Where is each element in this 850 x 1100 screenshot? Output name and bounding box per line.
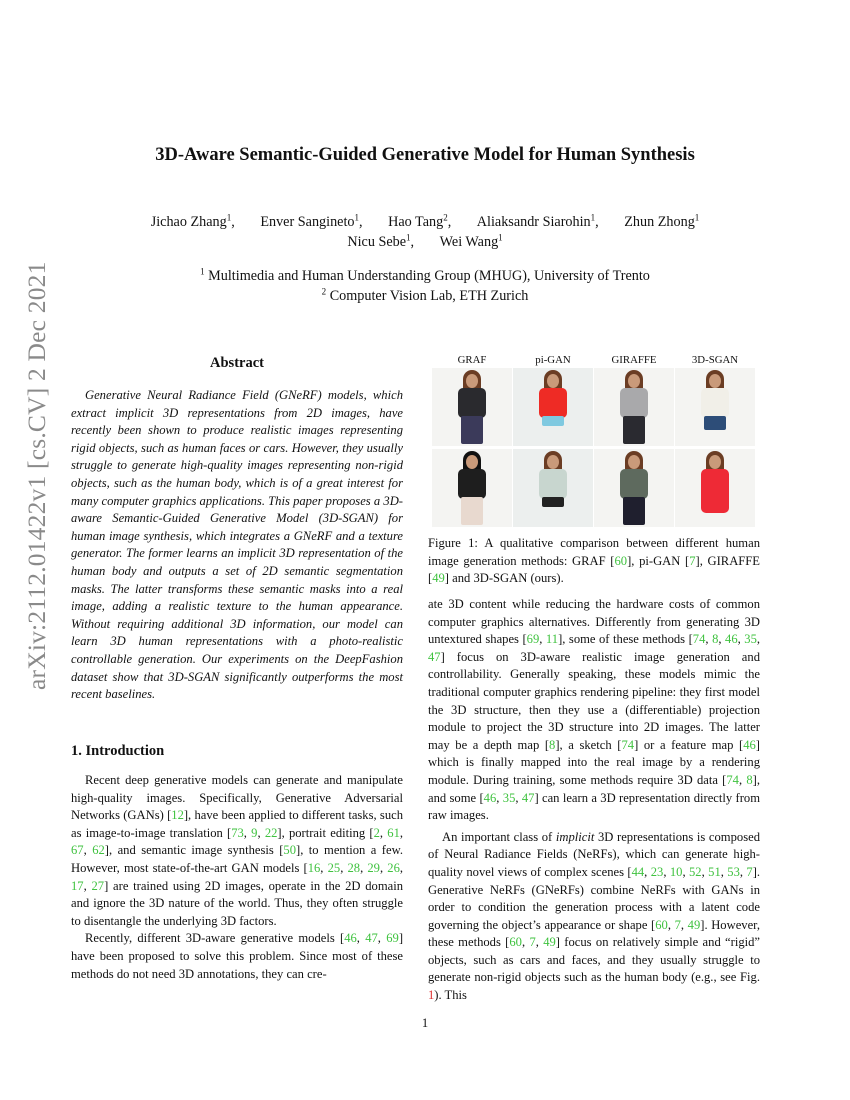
abstract-heading: Abstract bbox=[210, 355, 264, 371]
author: Nicu Sebe$^1$, bbox=[347, 232, 415, 250]
author: Zhun Zhong$^1$ bbox=[624, 212, 700, 230]
author: Aliaksandr Siarohin$^1$, bbox=[476, 212, 599, 230]
citation-link[interactable]: 49 bbox=[543, 935, 556, 950]
author: Wei Wang$^1$ bbox=[439, 232, 503, 250]
citation-link[interactable]: 46 bbox=[483, 790, 497, 805]
citation-link[interactable]: 25 bbox=[327, 860, 341, 875]
image-graf-1 bbox=[432, 368, 512, 446]
author: Enver Sangineto$^1$, bbox=[260, 212, 363, 230]
image-graf-2 bbox=[432, 449, 512, 527]
citation-link[interactable]: 49 bbox=[432, 571, 445, 586]
citation-link[interactable]: 11 bbox=[545, 632, 559, 647]
affiliations bbox=[0, 266, 850, 306]
emphasis: implicit bbox=[555, 829, 595, 844]
paragraph: ate 3D content while reducing the hardware costs of common computer graphics alternatives. Differently from generating 3D untextured shapes [69, 11], some of these methods [74, 8, 46, 35, 47] focus on 3D-aware realistic image generation and controllability. Generally speaking, these models mimic the traditional computer graphics rendering pipeline: they first model the 3D structure, then they use a (differentiable) projection module to project the 3D structure into 2D images. The latter may be a depth map [8], a sketch [74] or a feature map [46] which is finally mapped into the real image by a rendering module. During training, some methods require 3D data [74, 8], and some [46, 35, 47] can learn a 3D representation directly from raw images. bbox=[428, 597, 761, 823]
citation-link[interactable]: 8 bbox=[549, 737, 556, 752]
author: Hao Tang$^2$, bbox=[388, 212, 452, 230]
citation-link[interactable]: 60 bbox=[509, 935, 522, 950]
citation-link[interactable]: 50 bbox=[283, 843, 297, 858]
figure-ref-link[interactable]: 1 bbox=[428, 988, 435, 1003]
affiliation: $^2$ Computer Vision Lab, ETH Zurich bbox=[321, 286, 529, 304]
author-list bbox=[0, 212, 850, 252]
citation-link[interactable]: 47 bbox=[428, 649, 441, 664]
citation-link[interactable]: 49 bbox=[687, 917, 701, 932]
citation-link[interactable]: 47 bbox=[365, 931, 378, 946]
author: Jichao Zhang$^1$, bbox=[150, 212, 235, 230]
column-label: GRAF bbox=[457, 354, 487, 366]
citation-link[interactable]: 60 bbox=[655, 917, 668, 932]
image-pigan-1 bbox=[513, 368, 593, 446]
citation-link[interactable]: 22 bbox=[264, 825, 278, 840]
citation-link[interactable]: 28 bbox=[347, 860, 361, 875]
citation-link[interactable]: 69 bbox=[526, 632, 540, 647]
citation-link[interactable]: 7 bbox=[689, 553, 696, 568]
section-heading-introduction: 1. Introduction bbox=[71, 743, 165, 759]
figure-1-caption: Figure 1: A qualitative comparison between different human image generation methods: GRAF [60], pi-GAN [7], GIRAFFE [49] and 3D-SGAN (ours). bbox=[428, 536, 760, 586]
citation-link[interactable]: 46 bbox=[725, 632, 738, 647]
citation-link[interactable]: 61 bbox=[387, 825, 400, 840]
figure-image-grid bbox=[432, 368, 762, 527]
citation-link[interactable]: 46 bbox=[344, 931, 357, 946]
citation-link[interactable]: 29 bbox=[367, 860, 380, 875]
citation-link[interactable]: 23 bbox=[650, 864, 664, 879]
citation-link[interactable]: 69 bbox=[386, 931, 399, 946]
image-3dsgan-2 bbox=[675, 449, 755, 527]
introduction-body bbox=[71, 772, 403, 983]
column-label: GIRAFFE bbox=[611, 354, 657, 366]
abstract-text: Generative Neural Radiance Field (GNeRF) models, which extract implicit 3D representations from 2D images, have recently been shown to produce realistic images representing rigid objects, such as human faces or cars. However, they usually struggle to generate high-quality images representing non-rigid objects, such as the human body, which is of a great interest for many computer graphics applications. This paper proposes a 3D-aware Semantic-Guided Generative Model (3D-SGAN) for human image synthesis, which integrates a GNeRF and a texture generator. The former learns an implicit 3D representation of the human body and outputs a set of 2D semantic segmentation masks. The latter transforms these semantic masks into a real image, adding a realistic texture to the human appearance. Without requiring additional 3D information, our model can learn 3D human representations with a photo-realistic controllable generation. Our experiments on the DeepFashion dataset show that 3D-SGAN significantly outperforms the most recent baselines. bbox=[71, 388, 403, 702]
citation-link[interactable]: 51 bbox=[708, 864, 721, 879]
column-label: 3D-SGAN bbox=[691, 354, 739, 366]
paragraph: Recently, different 3D-aware generative models [46, 47, 69] have been proposed to solve this problem. Since most of these methods do not need 3D annotations, they can cre- bbox=[71, 931, 404, 981]
right-column-body bbox=[428, 596, 760, 1005]
citation-link[interactable]: 9 bbox=[251, 825, 258, 840]
citation-link[interactable]: 74 bbox=[692, 632, 706, 647]
citation-link[interactable]: 74 bbox=[726, 772, 739, 787]
citation-link[interactable]: 53 bbox=[727, 864, 740, 879]
citation-link[interactable]: 62 bbox=[92, 843, 105, 858]
page-number: 1 bbox=[421, 1016, 429, 1030]
citation-link[interactable]: 26 bbox=[387, 860, 400, 875]
citation-link[interactable]: 60 bbox=[614, 553, 628, 568]
citation-link[interactable]: 44 bbox=[631, 864, 645, 879]
citation-link[interactable]: 12 bbox=[171, 808, 184, 823]
citation-link[interactable]: 7 bbox=[674, 917, 681, 932]
image-pigan-2 bbox=[513, 449, 593, 527]
citation-link[interactable]: 35 bbox=[744, 632, 757, 647]
citation-link[interactable]: 2 bbox=[373, 825, 380, 840]
citation-link[interactable]: 47 bbox=[521, 790, 535, 805]
citation-link[interactable]: 8 bbox=[712, 632, 719, 647]
column-label: pi-GAN bbox=[535, 354, 571, 366]
citation-link[interactable]: 16 bbox=[307, 860, 321, 875]
citation-link[interactable]: 8 bbox=[746, 772, 753, 787]
citation-link[interactable]: 67 bbox=[71, 843, 84, 858]
affiliation: $^1$ Multimedia and Human Understanding Group (MHUG), University of Trento bbox=[200, 266, 650, 284]
citation-link[interactable]: 7 bbox=[746, 864, 753, 879]
citation-link[interactable]: 74 bbox=[621, 737, 635, 752]
paragraph: An important class of implicit 3D representations is composed of Neural Radiance Fields (NeRFs), which can generate high-quality novel views of complex scenes [44, 23, 10, 52, 51, 53, 7]. Generative NeRFs (GNeRFs) combine NeRFs with GANs in order to condition the generation process with a latent code governing the object’s appearance or shape [60, 7, 49]. However, these methods [60, 7, 49] focus on relatively simple and “rigid” objects, such as cars and faces, and they usually struggle to generate non-rigid objects such as the human body (e.g., see Fig. 1). This bbox=[428, 829, 761, 1003]
citation-link[interactable]: 10 bbox=[669, 864, 683, 879]
image-giraffe-2 bbox=[594, 449, 674, 527]
citation-link[interactable]: 17 bbox=[71, 878, 84, 893]
abstract-body bbox=[71, 387, 403, 704]
image-giraffe-1 bbox=[594, 368, 674, 446]
figure-column-labels bbox=[432, 354, 762, 366]
paper-title: 3D-Aware Semantic-Guided Generative Model for Human Synthesis bbox=[155, 145, 695, 165]
arxiv-stamp: arXiv:2112.01422v1 [cs.CV] 2 Dec 2021 bbox=[22, 261, 51, 690]
citation-link[interactable]: 73 bbox=[231, 825, 244, 840]
citation-link[interactable]: 7 bbox=[529, 935, 536, 950]
citation-link[interactable]: 52 bbox=[689, 864, 702, 879]
citation-link[interactable]: 27 bbox=[91, 878, 105, 893]
figure-1 bbox=[432, 354, 762, 527]
paragraph: Recent deep generative models can generate and manipulate high-quality images. Specifically, Generative Adversarial Networks (GANs) [12], have been applied to different tasks, such as image-to-image translation [73, 9, 22], portrait editing [2, 61, 67, 62], and semantic image synthesis [50], to mention a few. However, most state-of-the-art GAN models [16, 25, 28, 29, 26, 17, 27] are trained using 2D images, operate in the 2D domain and ignore the 3D nature of the world. Thus, they often struggle to disentangle the underlying 3D factors. bbox=[71, 773, 404, 928]
citation-link[interactable]: 35 bbox=[502, 790, 516, 805]
image-3dsgan-1 bbox=[675, 368, 755, 446]
citation-link[interactable]: 46 bbox=[743, 737, 756, 752]
